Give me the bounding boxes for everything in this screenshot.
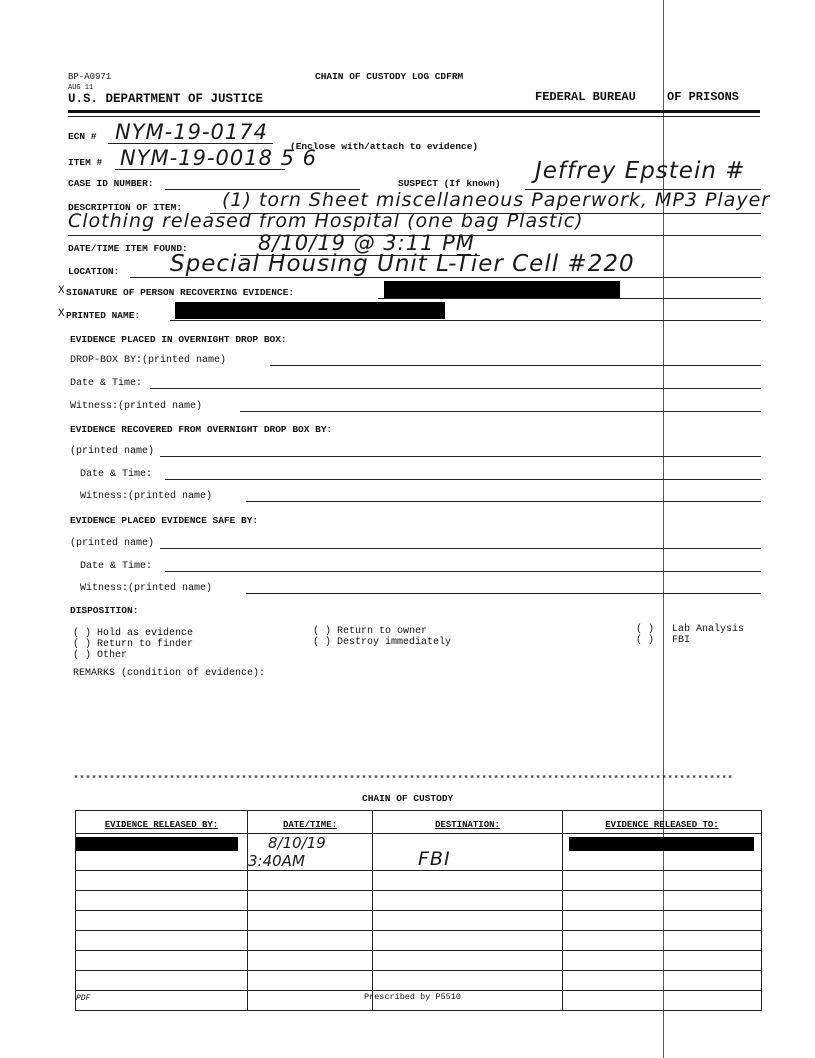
safe-name-label: (printed name) — [70, 538, 155, 549]
drop-box-heading: EVIDENCE PLACED IN OVERNIGHT DROP BOX: — [70, 334, 287, 345]
drop-box-witness-line — [240, 411, 761, 412]
description-value-line2: Clothing released from Hospital (one bag Plastic) — [68, 210, 584, 232]
suspect-value: Jeffrey Epstein # — [535, 158, 746, 184]
safe-name-line — [160, 548, 761, 549]
disposition-lab-analysis: Lab Analysis — [672, 624, 745, 635]
location-label: LOCATION: — [68, 266, 120, 277]
released-by-redaction — [76, 837, 238, 851]
drop-box-by-label: DROP-BOX BY:(printed name) — [70, 355, 227, 366]
disposition-lab-paren: ( ) — [636, 624, 655, 635]
item-label: ITEM # — [68, 157, 103, 168]
item-line — [115, 169, 285, 170]
row1-destination: FBI — [373, 834, 563, 871]
date-found-value: 8/10/19 @ 3:11 PM — [258, 231, 475, 255]
safe-date-line — [165, 571, 761, 572]
recovered-date-line — [165, 479, 761, 480]
table-row — [76, 911, 762, 931]
description-label: DESCRIPTION OF ITEM: — [68, 202, 183, 213]
header-released-by: EVIDENCE RELEASED BY: — [76, 811, 248, 834]
recovered-name-line — [160, 456, 761, 457]
recovered-name-label: (printed name) — [70, 446, 155, 457]
ecn-value: NYM-19-0174 — [115, 120, 268, 144]
remarks-label: REMARKS (condition of evidence): — [73, 668, 266, 679]
location-value: Special Housing Unit L-Tier Cell #220 — [170, 251, 635, 277]
row1-released-by — [76, 834, 248, 871]
header-released-to: EVIDENCE RELEASED TO: — [563, 811, 762, 834]
printed-name-redaction — [175, 302, 445, 319]
footer-prescribed: Prescribed by P5510 — [364, 992, 461, 1002]
drop-box-by-line — [270, 365, 761, 366]
table-row — [76, 931, 762, 951]
header-rule — [68, 110, 760, 113]
signature-line — [378, 298, 761, 299]
bureau-name-part1: FEDERAL BUREAU — [535, 90, 636, 104]
disposition-other: ( ) Other — [73, 650, 128, 661]
item-note: (Enclose with/attach to evidence) — [290, 141, 479, 152]
item-value: NYM-19-0018 5 6 — [120, 146, 318, 170]
safe-heading: EVIDENCE PLACED EVIDENCE SAFE BY: — [70, 515, 259, 526]
signature-redaction — [384, 281, 620, 299]
released-to-redaction — [569, 837, 754, 851]
chain-of-custody-table — [75, 810, 762, 1011]
printed-name-line — [170, 320, 761, 321]
recovered-witness-line — [246, 501, 761, 502]
table-row — [76, 871, 762, 891]
department-name: U.S. DEPARTMENT OF JUSTICE — [68, 92, 264, 106]
header-rule-thin — [68, 116, 760, 117]
header-destination: DESTINATION: — [373, 811, 563, 834]
date-found-label: DATE/TIME ITEM FOUND: — [68, 243, 188, 254]
row1-date-time: 8/10/19 3:40AM — [248, 834, 373, 871]
drop-box-date-label: Date & Time: — [70, 378, 143, 389]
form-date-code: AUG 11 — [68, 84, 94, 92]
disposition-destroy: ( ) Destroy immediately — [313, 637, 452, 648]
form-title: CHAIN OF CUSTODY LOG CDFRM — [315, 71, 464, 82]
row1-released-to — [563, 834, 762, 871]
safe-date-label: Date & Time: — [80, 561, 153, 572]
drop-box-date-line — [150, 388, 761, 389]
form-number: BP-A0971 — [68, 72, 112, 82]
table-row — [76, 951, 762, 971]
table-header-row — [76, 811, 762, 834]
chain-of-custody-title: CHAIN OF CUSTODY — [362, 793, 454, 804]
header-date-time: DATE/TIME: — [248, 811, 373, 834]
disposition-return-finder: ( ) Return to finder — [73, 639, 194, 650]
disposition-fbi-paren: ( ) — [636, 635, 655, 646]
drop-box-witness-label: Witness:(printed name) — [70, 401, 203, 412]
safe-witness-line — [246, 593, 761, 594]
recovered-date-label: Date & Time: — [80, 469, 153, 480]
ecn-line — [108, 143, 273, 144]
safe-witness-label: Witness:(printed name) — [80, 583, 213, 594]
disposition-return-owner: ( ) Return to owner — [313, 626, 428, 637]
table-row — [76, 971, 762, 991]
disposition-hold: ( ) Hold as evidence — [73, 628, 194, 639]
bureau-name-part2: OF PRISONS — [667, 90, 740, 104]
disposition-heading: DISPOSITION: — [70, 605, 139, 616]
printed-name-check-mark: X — [58, 308, 65, 320]
recovered-heading: EVIDENCE RECOVERED FROM OVERNIGHT DROP BOX BY: — [70, 424, 333, 435]
location-line — [130, 277, 761, 278]
signature-check-mark: X — [58, 285, 65, 297]
signature-label: SIGNATURE OF PERSON RECOVERING EVIDENCE: — [66, 287, 295, 298]
suspect-label: SUSPECT (If known) — [398, 178, 501, 189]
star-divider: ************************************************************************************************************** — [73, 775, 734, 786]
table-row — [76, 834, 762, 871]
case-id-label: CASE ID NUMBER: — [68, 178, 154, 189]
disposition-fbi: FBI — [672, 635, 691, 646]
description-value-line1: (1) torn Sheet miscellaneous Paperwork, MP3 Player — [222, 189, 771, 211]
footer-pdf: PDF — [76, 994, 91, 1003]
printed-name-label: PRINTED NAME: — [66, 310, 141, 321]
ecn-label: ECN # — [68, 131, 97, 142]
recovered-witness-label: Witness:(printed name) — [80, 491, 213, 502]
table-row — [76, 891, 762, 911]
